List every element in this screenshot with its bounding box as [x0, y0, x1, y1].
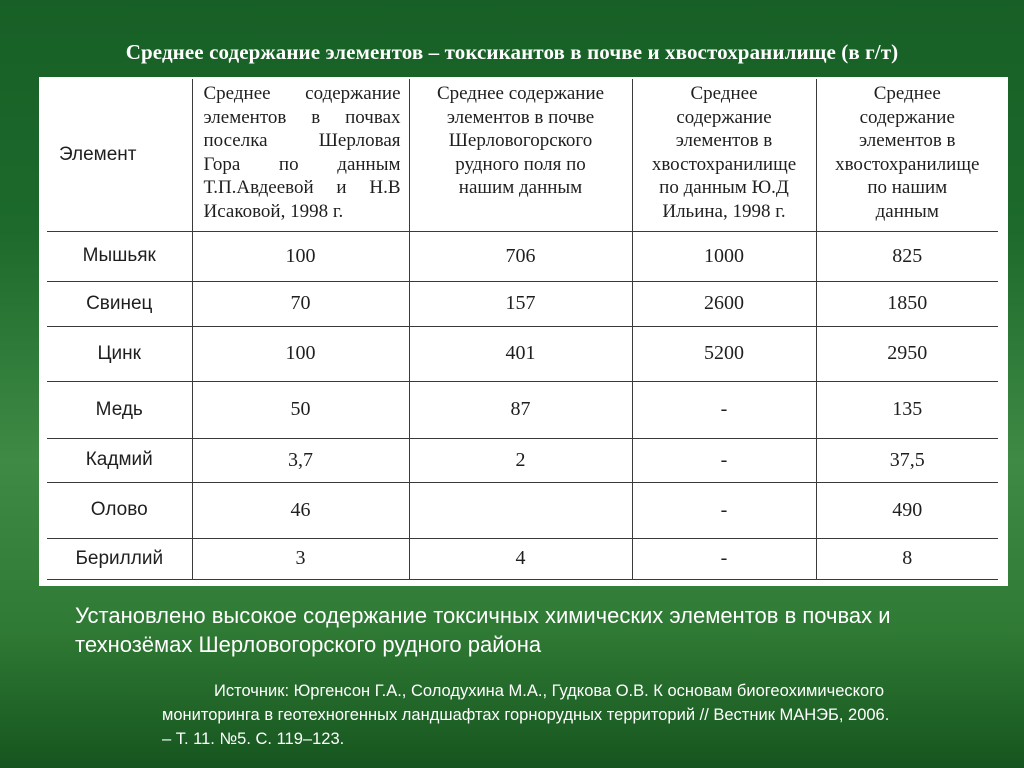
- table-cell: -: [632, 381, 816, 438]
- header-line: Гора по данным: [203, 153, 401, 175]
- table-row: [47, 326, 998, 381]
- table-cell: 135: [816, 381, 998, 438]
- table-cell: 4: [409, 538, 632, 579]
- header-line: содержание: [859, 106, 955, 128]
- header-line: Шерловогорского: [448, 130, 593, 152]
- source-citation: [162, 679, 1002, 751]
- conclusion-line: технозёмах Шерловогорского рудного района: [75, 632, 542, 657]
- elements-table: [47, 79, 998, 580]
- header-line: Среднее содержание: [203, 83, 401, 104]
- header-line: элементов в почвах: [203, 106, 401, 128]
- slide-title: Среднее содержание элементов – токсикантов в почве и хвостохранилище (в г/т): [125, 40, 899, 64]
- column-header-1: [192, 79, 409, 231]
- citation-line: мониторинга в геотехногенных ландшафтах горнорудных территорий // Вестник МАНЭБ, 2006.: [162, 706, 890, 724]
- table-cell: 100: [192, 231, 409, 281]
- table-cell: 401: [409, 326, 632, 381]
- element-name: Мышьяк: [47, 231, 192, 281]
- header-line: Среднее: [690, 83, 758, 104]
- table-cell: 3: [192, 538, 409, 579]
- table-row: [47, 381, 998, 438]
- header-line: элементов в: [858, 130, 956, 152]
- header-line: Среднее содержание: [436, 83, 605, 104]
- table-cell: 100: [192, 326, 409, 381]
- table-cell: 70: [192, 281, 409, 326]
- header-line: рудного поля по: [455, 153, 586, 175]
- table-cell: 46: [192, 482, 409, 538]
- table-cell: -: [632, 538, 816, 579]
- table-cell: 2: [409, 438, 632, 482]
- table-cell: 87: [409, 381, 632, 438]
- conclusion-text: [75, 601, 975, 659]
- header-line: элементов в: [675, 130, 773, 152]
- table-cell: 706: [409, 231, 632, 281]
- table-cell: 37,5: [816, 438, 998, 482]
- element-name: Бериллий: [47, 538, 192, 579]
- table-cell: 2950: [816, 326, 998, 381]
- table-cell: 490: [816, 482, 998, 538]
- table-row: [47, 538, 998, 579]
- element-name: Кадмий: [47, 438, 192, 482]
- header-line: хвостохранилище: [651, 153, 797, 175]
- table-cell: 3,7: [192, 438, 409, 482]
- table-cell: 5200: [632, 326, 816, 381]
- header-line: по данным Ю.Д: [659, 177, 789, 199]
- column-header-2: [409, 79, 632, 231]
- conclusion-line: Установлено высокое содержание токсичных химических элементов в почвах и: [75, 603, 891, 628]
- header-line: Т.П.Авдеевой и Н.В: [203, 177, 401, 199]
- table-cell: 50: [192, 381, 409, 438]
- citation-line: Источник: Юргенсон Г.А., Солодухина М.А., Гудкова О.В. К основам биогеохимического: [214, 682, 885, 700]
- header-line: хвостохранилище: [835, 153, 980, 175]
- table-cell: -: [632, 438, 816, 482]
- table-row: [47, 281, 998, 326]
- header-line: поселка Шерловая: [203, 130, 401, 152]
- header-line: по нашим: [867, 177, 948, 199]
- element-name: Олово: [47, 482, 192, 538]
- header-line: Ильина, 1998 г.: [662, 200, 786, 222]
- header-line: Среднее: [873, 83, 941, 104]
- element-name: Цинк: [47, 326, 192, 381]
- header-line: нашим данным: [458, 177, 583, 199]
- column-header-3: [632, 79, 816, 231]
- element-name: Свинец: [47, 281, 192, 326]
- table-header-row: [47, 79, 998, 231]
- table-panel: [39, 77, 1008, 586]
- header-line: элементов в почве: [446, 106, 595, 128]
- header-line: Исаковой, 1998 г.: [203, 200, 344, 222]
- table-cell: -: [632, 482, 816, 538]
- header-line: данным: [875, 200, 939, 222]
- element-name: Медь: [47, 381, 192, 438]
- table-row: [47, 438, 998, 482]
- table-cell: 157: [409, 281, 632, 326]
- table-cell: 825: [816, 231, 998, 281]
- table-cell: 8: [816, 538, 998, 579]
- table-row: [47, 231, 998, 281]
- column-header-4: [816, 79, 998, 231]
- table-cell: 1000: [632, 231, 816, 281]
- table-cell: 1850: [816, 281, 998, 326]
- citation-line: – Т. 11. №5. С. 119–123.: [162, 730, 345, 748]
- table-cell: [409, 482, 632, 538]
- table-row: [47, 482, 998, 538]
- table-cell: 2600: [632, 281, 816, 326]
- header-line: содержание: [676, 106, 772, 128]
- element-column-header: Элемент: [47, 79, 192, 231]
